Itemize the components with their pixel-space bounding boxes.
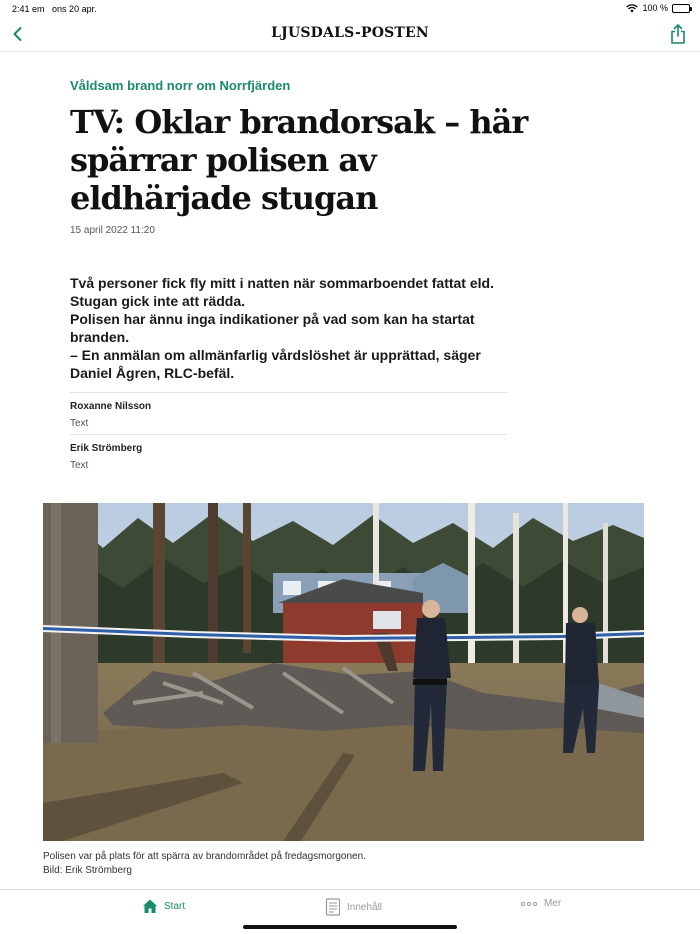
- tab-label: Start: [164, 900, 186, 912]
- byline-item[interactable]: [70, 392, 507, 434]
- lead-paragraph: Två personer fick fly mitt i natten när sommarboendet fattat eld.: [70, 275, 494, 291]
- article: [70, 52, 540, 476]
- tab-label: Innehåll: [347, 901, 383, 913]
- status-date: ons 20 apr.: [52, 4, 97, 14]
- article-photo[interactable]: [43, 503, 644, 841]
- wifi-icon: [626, 4, 638, 13]
- photo-caption: Polisen var på plats för att spärra av brandområdet på fredagsmorgonen.: [43, 851, 366, 862]
- status-bar: [0, 0, 700, 18]
- tab-innehall[interactable]: [325, 898, 382, 916]
- status-time: [12, 4, 97, 14]
- lead-paragraph: – En anmälan om allmänfarlig vårdslöshet är upprättad, säger Daniel Ågren, RLC-befäl.: [70, 347, 481, 381]
- byline-role: Text: [70, 460, 89, 471]
- home-icon: [142, 898, 158, 914]
- photo-credit: Bild: Erik Strömberg: [43, 865, 132, 876]
- article-kicker[interactable]: Våldsam brand norr om Norrfjärden: [70, 78, 291, 93]
- bylines: [70, 392, 507, 476]
- byline-item[interactable]: [70, 434, 507, 476]
- article-headline: TV: Oklar brandorsak – här spärrar polisen av eldhärjade stugan: [70, 103, 528, 217]
- battery-percent: 100 %: [642, 3, 668, 13]
- home-indicator[interactable]: [243, 925, 457, 929]
- byline-role: Text: [70, 418, 89, 429]
- tab-start[interactable]: [142, 898, 185, 914]
- tab-mer[interactable]: [520, 898, 561, 909]
- status-right: [626, 3, 690, 13]
- article-date: 15 april 2022 11:20: [70, 225, 155, 236]
- byline-name: Roxanne Nilsson: [70, 401, 152, 412]
- photo-caption-block: [43, 850, 644, 878]
- tab-label: Mer: [544, 898, 562, 909]
- document-icon: [325, 898, 341, 916]
- lead-paragraph: Polisen har ännu inga indikationer på vad som kan ha startat branden.: [70, 311, 475, 345]
- photo-scene: [43, 503, 644, 841]
- nav-bar: [0, 18, 700, 52]
- lead-paragraph: Stugan gick inte att rädda.: [70, 293, 246, 309]
- byline-name: Erik Strömberg: [70, 443, 143, 454]
- more-dots-icon: [520, 901, 538, 907]
- article-lead: [70, 274, 510, 382]
- newspaper-logo: LJUSDALS-POSTEN: [271, 25, 429, 41]
- status-clock: 2:41 em: [12, 4, 45, 14]
- share-icon[interactable]: [668, 22, 688, 46]
- battery-icon: [672, 4, 690, 13]
